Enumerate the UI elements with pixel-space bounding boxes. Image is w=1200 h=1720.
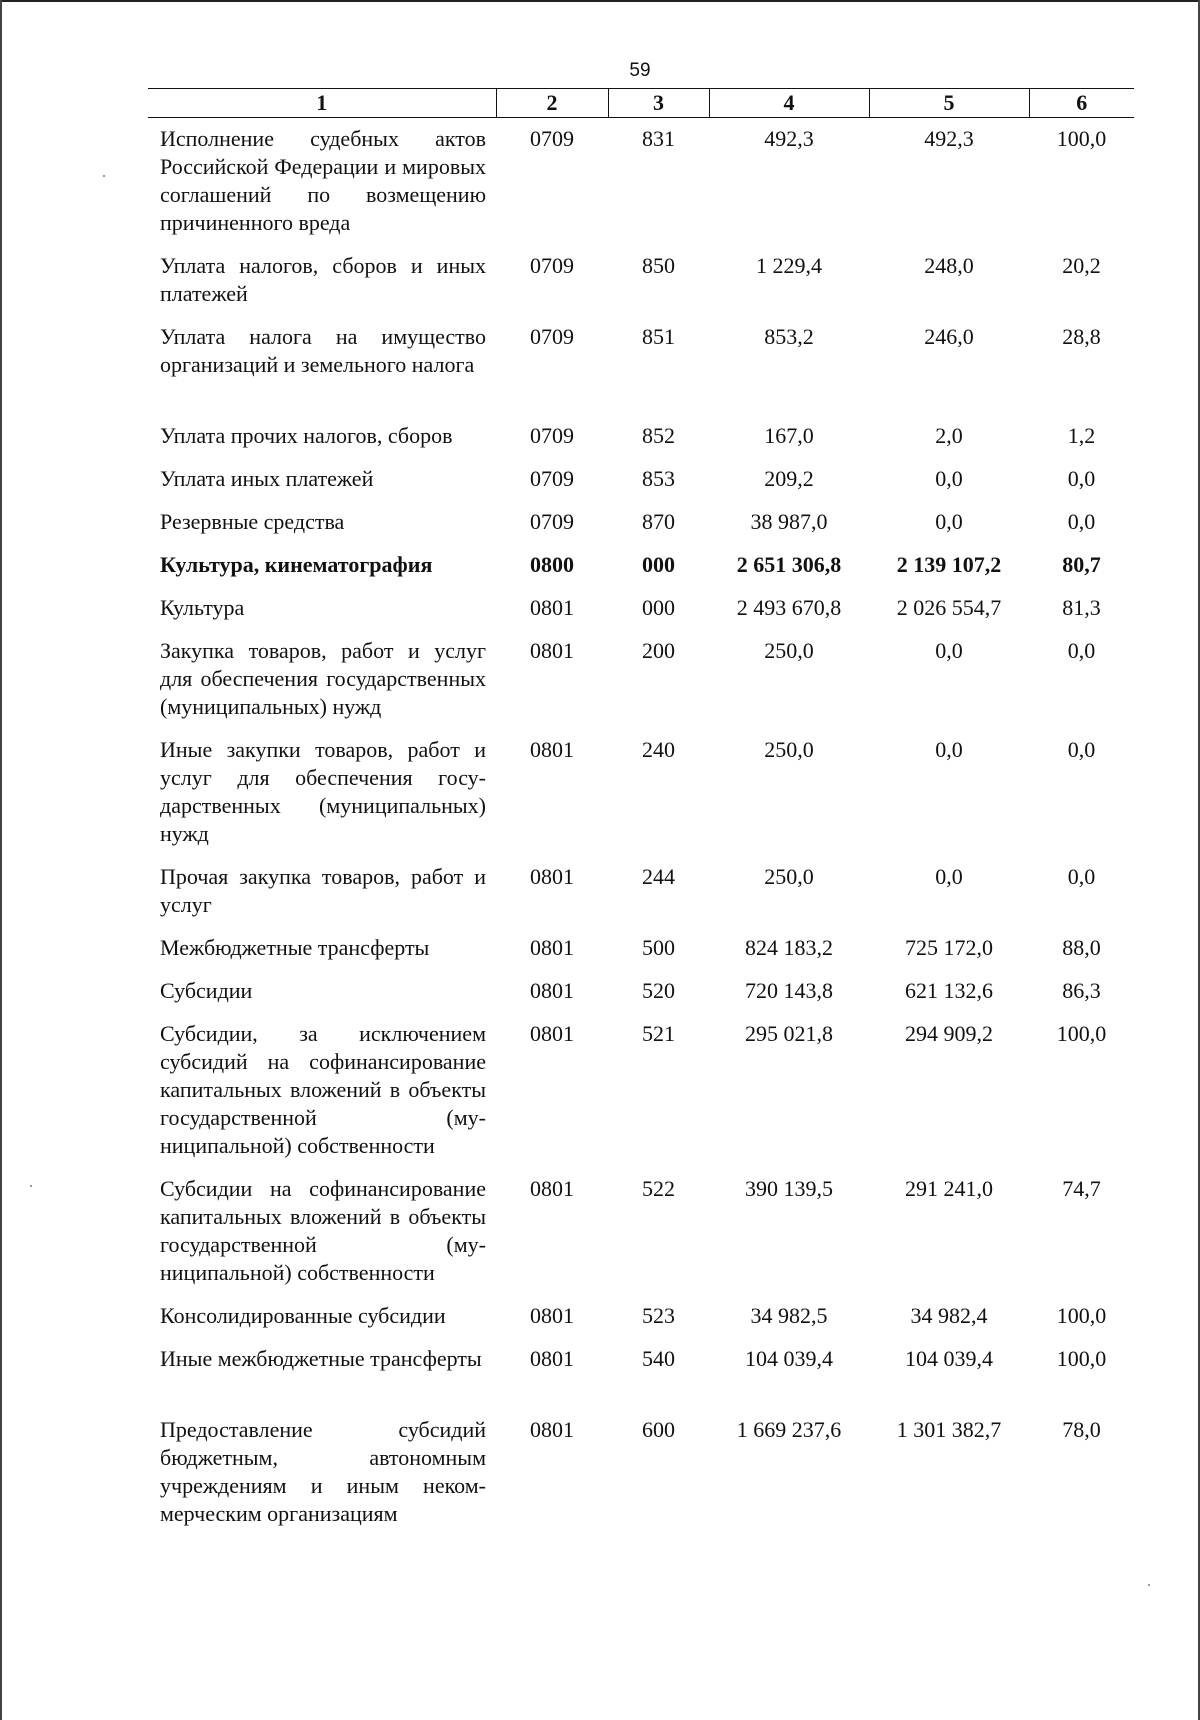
row-col-4: 250,0 [764,637,814,663]
row-name: Субсидии, за исключением субсидий на софинансирование капитальных вложений в объекты государственной (муниципальной) собственности [160,1020,486,1158]
row-expense-code: 240 [642,736,675,762]
row-col-4: 824 183,2 [745,934,833,960]
row-col-6: 88,0 [1062,934,1101,960]
row-col-6: 100,0 [1056,126,1107,151]
row-col-6: 78,0 [1062,1416,1101,1442]
row-col-5: 0,0 [935,637,963,663]
row-col-4: 720 143,8 [745,977,833,1003]
row-col-5: 246,0 [924,323,974,349]
table-row-section-total [148,544,1134,587]
row-col-6: 0,0 [1067,736,1096,762]
row-expense-code: 522 [642,1175,675,1201]
header-col-2: 2 [496,89,608,118]
row-expense-code: 831 [642,126,675,151]
row-col-5: 0,0 [935,508,963,534]
table-header [148,89,1134,118]
row-col-4: 167,0 [764,422,814,448]
row-section-code: 0801 [530,863,574,889]
row-expense-code: 521 [642,1020,675,1046]
scan-speck [30,1185,32,1187]
table-row [148,118,1134,245]
row-section-code: 0801 [530,1345,574,1371]
row-col-4: 38 987,0 [750,508,828,534]
row-col-4: 492,3 [764,126,814,151]
scan-speck [103,175,105,177]
row-name: Иные межбюджетные трансферты [160,1345,482,1371]
row-col-5: 248,0 [924,252,974,278]
row-col-5: 725 172,0 [905,934,993,960]
row-name: Предоставление субсидий бюджетным, автономным учреждениям и иным некоммерческим организациям [160,1416,486,1526]
row-expense-code: 600 [642,1416,675,1442]
row-name: Культура [160,594,245,620]
row-expense-code: 850 [642,252,675,278]
row-col-6: 86,3 [1062,977,1101,1003]
row-col-6: 81,3 [1062,594,1101,620]
row-col-4: 104 039,4 [745,1345,833,1371]
row-expense-code: 244 [642,863,675,889]
row-section-code: 0709 [530,422,574,448]
row-name: Межбюджетные трансферты [160,934,430,960]
row-name: Консолидированные субсидии [160,1302,446,1328]
row-col-6: 0,0 [1067,465,1096,491]
row-col-6: 100,0 [1056,1345,1107,1371]
row-expense-code: 500 [642,934,675,960]
row-col-4: 34 982,5 [750,1302,828,1328]
row-name: Уплата налога на имущество организаций и земельного налога [160,323,486,377]
budget-table-container [148,88,1134,1536]
row-section-code: 0801 [530,1175,574,1201]
row-expense-code: 540 [642,1345,675,1371]
row-col-5: 291 241,0 [905,1175,993,1201]
row-name: Уплата прочих налогов, сборов [160,422,453,448]
table-row [148,587,1134,630]
row-col-6: 0,0 [1067,508,1096,534]
page-number: 59 [629,60,651,81]
header-col-1: 1 [148,89,496,118]
row-section-code: 0709 [530,508,574,534]
row-col-6: 20,2 [1062,252,1101,278]
row-col-6: 0,0 [1067,637,1096,663]
table-row [148,970,1134,1013]
row-expense-code: 523 [642,1302,675,1328]
row-col-4: 390 139,5 [745,1175,833,1201]
row-col-6: 1,2 [1067,422,1096,448]
row-col-5: 2 139 107,2 [896,551,1002,577]
row-col-4: 1 669 237,6 [736,1416,842,1442]
table-row [148,1409,1134,1536]
row-col-5: 294 909,2 [905,1020,993,1046]
row-col-4: 209,2 [764,465,814,491]
row-section-code: 0801 [530,1302,574,1328]
row-col-5: 0,0 [935,465,963,491]
row-section-code: 0801 [530,1416,574,1442]
row-name: Исполнение судебных актов Российской Федерации и мировых соглашений по возмещению причиненного вреда [160,126,486,235]
row-col-6: 74,7 [1062,1175,1101,1201]
row-section-code: 0800 [530,551,574,577]
row-col-4: 2 493 670,8 [736,594,842,620]
row-col-5: 1 301 382,7 [896,1416,1002,1442]
table-row [148,1168,1134,1295]
header-col-3: 3 [608,89,709,118]
row-col-5: 2,0 [935,422,963,448]
row-name: Иные закупки товаров, работ и услуг для обеспечения государственных (муниципальных) нужд [160,736,486,846]
row-col-5: 104 039,4 [905,1345,993,1371]
row-col-5: 2 026 554,7 [896,594,1002,620]
scan-edge-top [0,0,1200,2]
row-col-5: 34 982,4 [910,1302,988,1328]
table-row [148,501,1134,544]
row-col-4: 295 021,8 [745,1020,833,1046]
row-col-5: 0,0 [935,863,963,889]
row-section-code: 0801 [530,1020,574,1046]
row-col-6: 28,8 [1062,323,1101,349]
row-name: Резервные средства [160,508,345,534]
row-col-5: 621 132,6 [905,977,993,1003]
row-col-4: 1 229,4 [756,252,822,278]
row-section-code: 0801 [530,637,574,663]
scan-speck [1148,1584,1150,1586]
header-col-5: 5 [869,89,1029,118]
row-name: Уплата налогов, сборов и иных платежей [160,252,486,306]
row-section-code: 0801 [530,736,574,762]
row-expense-code: 000 [642,551,675,577]
row-col-6: 100,0 [1056,1302,1107,1328]
row-col-5: 0,0 [935,736,963,762]
row-section-code: 0801 [530,934,574,960]
row-expense-code: 851 [642,323,675,349]
row-name: Уплата иных платежей [160,465,374,491]
row-expense-code: 200 [642,637,675,663]
row-name: Закупка товаров, работ и услуг для обеспечения государственных (муниципальных) нужд [160,637,486,719]
row-name: Культура, кинематография [160,551,433,577]
table-row [148,856,1134,927]
table-row [148,316,1134,415]
table-row [148,1013,1134,1168]
budget-table [148,88,1134,1536]
row-expense-code: 520 [642,977,675,1003]
row-section-code: 0709 [530,252,574,278]
row-section-code: 0709 [530,465,574,491]
row-expense-code: 000 [642,594,675,620]
row-col-4: 250,0 [764,736,814,762]
row-name: Прочая закупка товаров, работ и услуг [160,863,486,917]
row-name: Субсидии на софинансирование капитальных вложений в объекты государственной (муниципальной) собственности [160,1175,486,1285]
table-body [148,118,1134,1536]
row-section-code: 0801 [530,977,574,1003]
table-row [148,415,1134,458]
row-expense-code: 870 [642,508,675,534]
header-row [148,89,1134,118]
row-col-5: 492,3 [924,126,974,151]
table-row [148,245,1134,316]
table-row [148,729,1134,856]
header-col-6: 6 [1029,89,1134,118]
table-row [148,630,1134,729]
row-col-6: 100,0 [1056,1020,1107,1046]
row-col-4: 2 651 306,8 [736,551,842,577]
row-name: Субсидии [160,977,253,1003]
table-row [148,1338,1134,1409]
header-col-4: 4 [709,89,869,118]
table-row [148,458,1134,501]
row-col-4: 853,2 [764,323,814,349]
row-col-6: 0,0 [1067,863,1096,889]
table-row [148,1295,1134,1338]
scan-edge-left [0,0,2,1720]
row-section-code: 0801 [530,594,574,620]
row-section-code: 0709 [530,323,574,349]
row-expense-code: 853 [642,465,675,491]
row-col-4: 250,0 [764,863,814,889]
table-row [148,927,1134,970]
row-section-code: 0709 [530,126,574,151]
row-expense-code: 852 [642,422,675,448]
row-col-6: 80,7 [1062,551,1101,577]
